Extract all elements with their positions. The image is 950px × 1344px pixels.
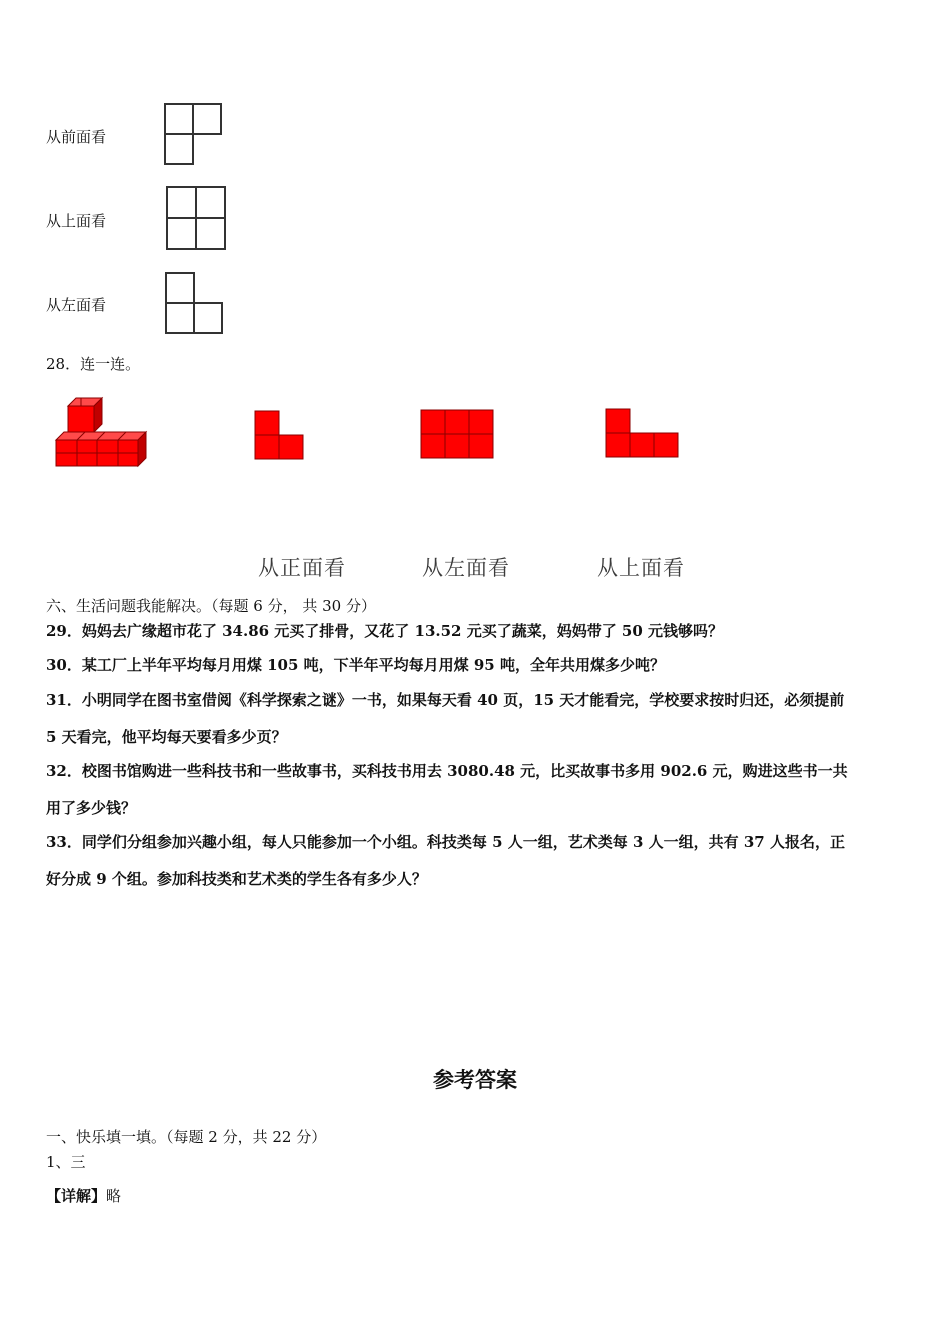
cube-view-figure-a	[254, 410, 306, 466]
view-label-front: 从前面看	[46, 128, 107, 146]
q28-title: 28．连一连。	[46, 355, 141, 373]
q33-text-line2: 好分成 9 个组。参加科技类和艺术类的学生各有多少人？	[46, 870, 427, 888]
view-label-left: 从左面看	[46, 296, 107, 314]
q32-text-line2: 用了多少钱？	[46, 799, 137, 817]
q30-text: 30．某工厂上半年平均每月用煤 105 吨，下半年平均每月用煤 95 吨，全年共用煤多少吨？	[46, 656, 665, 674]
q29-text: 29．妈妈去广缘超市花了 34.86 元买了排骨，又花了 13.52 元买了蔬菜，妈妈带了 50 元钱够吗？	[46, 622, 724, 640]
cube-figure-3d	[52, 396, 150, 472]
left-view-figure	[164, 271, 226, 335]
view-label-top: 从上面看	[46, 212, 107, 230]
front-view-figure	[163, 102, 225, 166]
label-left-view: 从左面看	[422, 556, 510, 580]
section6-title: 六、生活问题我能解决。（每题 6 分， 共 30 分）	[46, 597, 376, 615]
answers-section1-title: 一、快乐填一填。（每题 2 分，共 22 分）	[46, 1128, 327, 1146]
q31-text-line2: 5 天看完，他平均每天要看多少页？	[46, 728, 287, 746]
label-top-view: 从上面看	[597, 556, 685, 580]
q33-text-line1: 33．同学们分组参加兴趣小组，每人只能参加一个小组。科技类每 5 人一组，艺术类每 3 人一组，共有 37 人报名，正	[46, 833, 845, 851]
detail-tag: 【详解】	[46, 1187, 107, 1205]
top-view-figure	[165, 185, 229, 251]
answer-1-detail	[46, 1186, 121, 1206]
answer-1: 1、三	[46, 1153, 86, 1171]
detail-text: 略	[106, 1187, 122, 1205]
answers-title: 参考答案	[433, 1068, 517, 1092]
label-front-view: 从正面看	[258, 556, 346, 580]
cube-view-figure-b	[420, 409, 494, 465]
q32-text-line1: 32．校图书馆购进一些科技书和一些故事书，买科技书用去 3080.48 元，比买故事书多用 902.6 元，购进这些书一共	[46, 762, 848, 780]
q31-text-line1: 31．小明同学在图书室借阅《科学探索之谜》一书，如果每天看 40 页，15 天才能看完，学校要求按时归还，必须提前	[46, 691, 845, 709]
cube-view-figure-c	[605, 408, 681, 464]
